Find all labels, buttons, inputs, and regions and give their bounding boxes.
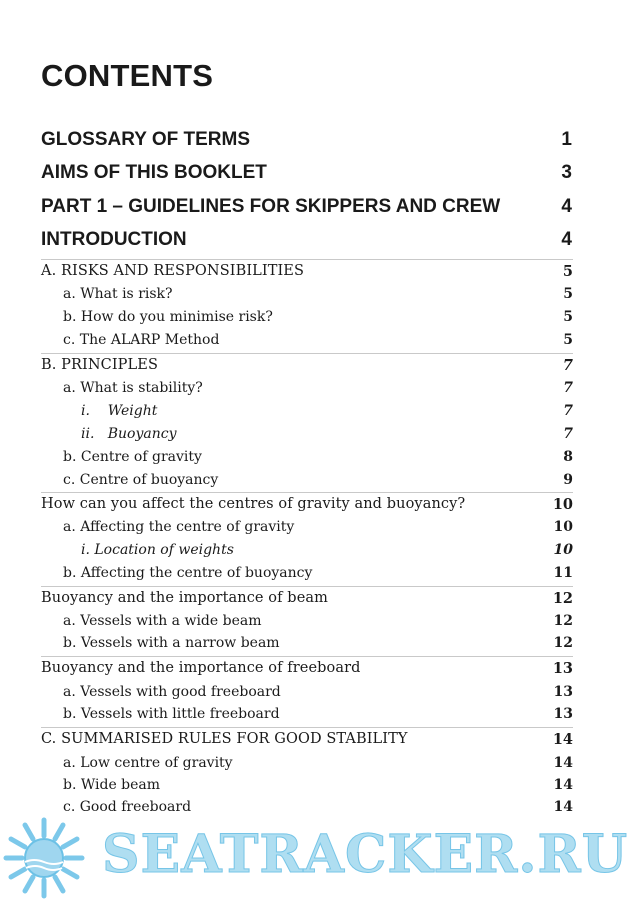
- toc-subentry[interactable]: [41, 380, 573, 400]
- section-divider: [41, 492, 573, 493]
- toc-subentry[interactable]: [41, 755, 573, 775]
- toc-entry-page: 13: [553, 684, 573, 700]
- toc-subentry[interactable]: [41, 777, 573, 797]
- toc-subentry[interactable]: [41, 519, 573, 539]
- toc-entry-page: 3: [561, 162, 572, 183]
- toc-subentry[interactable]: [41, 332, 573, 352]
- toc-entry-page: 13: [552, 660, 573, 677]
- toc-entry-aims[interactable]: [41, 162, 573, 190]
- toc-entry-page: 7: [562, 357, 573, 374]
- toc-entry-label: c. Good freeboard: [63, 799, 192, 815]
- toc-subentry[interactable]: [41, 472, 573, 492]
- toc-entry-label: B. PRINCIPLES: [41, 357, 158, 373]
- toc-entry-page: 10: [553, 542, 573, 558]
- toc-section-risks[interactable]: [41, 263, 573, 283]
- toc-entry-page: 14: [552, 731, 573, 748]
- toc-entry-page: 5: [563, 286, 573, 302]
- toc-entry-label: C. SUMMARISED RULES FOR GOOD STABILITY: [41, 731, 408, 747]
- toc-entry-page: 4: [561, 196, 572, 217]
- toc-entry-page: 10: [552, 496, 573, 513]
- toc-entry-label: GLOSSARY OF TERMS: [41, 129, 251, 150]
- toc-entry-label: a. Vessels with a wide beam: [63, 613, 262, 629]
- toc-entry-label: Buoyancy and the importance of beam: [41, 590, 328, 606]
- toc-entry-page: 14: [553, 777, 573, 793]
- toc-entry-page: 8: [563, 449, 573, 465]
- toc-entry-label: b. Vessels with a narrow beam: [63, 635, 280, 651]
- toc-entry-page: 1: [561, 129, 572, 150]
- toc-entry-page: 5: [563, 332, 573, 348]
- toc-entry-label: PART 1 – GUIDELINES FOR SKIPPERS AND CREW: [41, 196, 501, 217]
- toc-entry-label: a. Low centre of gravity: [63, 755, 233, 771]
- toc-entry-page: 7: [563, 380, 573, 396]
- toc-entry-page: 9: [563, 472, 573, 488]
- section-divider: [41, 259, 573, 260]
- toc-entry-label: A. RISKS AND RESPONSIBILITIES: [41, 263, 305, 279]
- toc-section-freeboard[interactable]: [41, 660, 573, 680]
- section-divider: [41, 727, 573, 728]
- toc-entry-page: 4: [561, 229, 572, 250]
- toc-entry-page: 12: [553, 635, 573, 651]
- toc-entry-label: b. Centre of gravity: [63, 449, 202, 465]
- toc-subentry[interactable]: [41, 449, 573, 469]
- toc-entry-page: 13: [553, 706, 573, 722]
- toc-section-beam[interactable]: [41, 590, 573, 610]
- toc-entry-label: b. Wide beam: [63, 777, 161, 793]
- toc-subentry[interactable]: [41, 309, 573, 329]
- toc-entry-page: 5: [563, 309, 573, 325]
- toc-entry-introduction[interactable]: [41, 229, 573, 257]
- toc-subsubentry[interactable]: [41, 542, 573, 562]
- toc-subsubentry[interactable]: [41, 403, 573, 423]
- section-divider: [41, 353, 573, 354]
- toc-entry-label: AIMS OF THIS BOOKLET: [41, 162, 267, 183]
- section-divider: [41, 656, 573, 657]
- toc-section-principles[interactable]: [41, 357, 573, 377]
- toc-entry-page: 7: [563, 426, 573, 442]
- watermark-text: SEATRACKER.RU: [102, 824, 629, 885]
- toc-subentry[interactable]: [41, 565, 573, 585]
- watermark: [0, 812, 634, 908]
- toc-entry-page: 7: [563, 403, 573, 419]
- toc-subsubentry[interactable]: [41, 426, 573, 446]
- toc-entry-part-1[interactable]: [41, 196, 573, 224]
- toc-subentry[interactable]: [41, 635, 573, 655]
- section-divider: [41, 586, 573, 587]
- toc-entry-label: a. Affecting the centre of gravity: [63, 519, 295, 535]
- toc-entry-label: a. Vessels with good freeboard: [63, 684, 281, 700]
- toc-entry-glossary[interactable]: [41, 129, 573, 157]
- toc-entry-page: 12: [552, 590, 573, 607]
- toc-entry-page: 12: [553, 613, 573, 629]
- toc-entry-label: b. How do you minimise risk?: [63, 309, 273, 325]
- toc-entry-label: a. What is stability?: [63, 380, 203, 396]
- toc-entry-label: INTRODUCTION: [41, 229, 187, 250]
- toc-subentry[interactable]: [41, 684, 573, 704]
- toc-entry-label: b. Affecting the centre of buoyancy: [63, 565, 313, 581]
- toc-section-summarised-rules[interactable]: [41, 731, 573, 751]
- toc-entry-label: b. Vessels with little freeboard: [63, 706, 280, 722]
- toc-entry-label: Buoyancy and the importance of freeboard: [41, 660, 361, 676]
- page-title: CONTENTS: [41, 58, 214, 93]
- toc-entry-page: 5: [562, 263, 573, 280]
- toc-entry-page: 14: [553, 755, 573, 771]
- toc-subentry[interactable]: [41, 286, 573, 306]
- toc-entry-page: 10: [553, 519, 573, 535]
- toc-section-affect-centres[interactable]: [41, 496, 573, 516]
- toc-entry-label: c. Centre of buoyancy: [63, 472, 219, 488]
- toc-entry-label: i. Weight: [81, 403, 158, 419]
- toc-entry-label: How can you affect the centres of gravity and buoyancy?: [41, 496, 466, 512]
- toc-entry-page: 11: [553, 565, 573, 581]
- toc-entry-page: 14: [553, 799, 573, 815]
- toc-entry-label: a. What is risk?: [63, 286, 173, 302]
- toc-entry-label: c. The ALARP Method: [63, 332, 220, 348]
- toc-entry-label: ii. Buoyancy: [81, 426, 177, 442]
- toc-subentry[interactable]: [41, 613, 573, 633]
- toc-subentry[interactable]: [41, 706, 573, 726]
- toc-entry-label: i. Location of weights: [81, 542, 234, 558]
